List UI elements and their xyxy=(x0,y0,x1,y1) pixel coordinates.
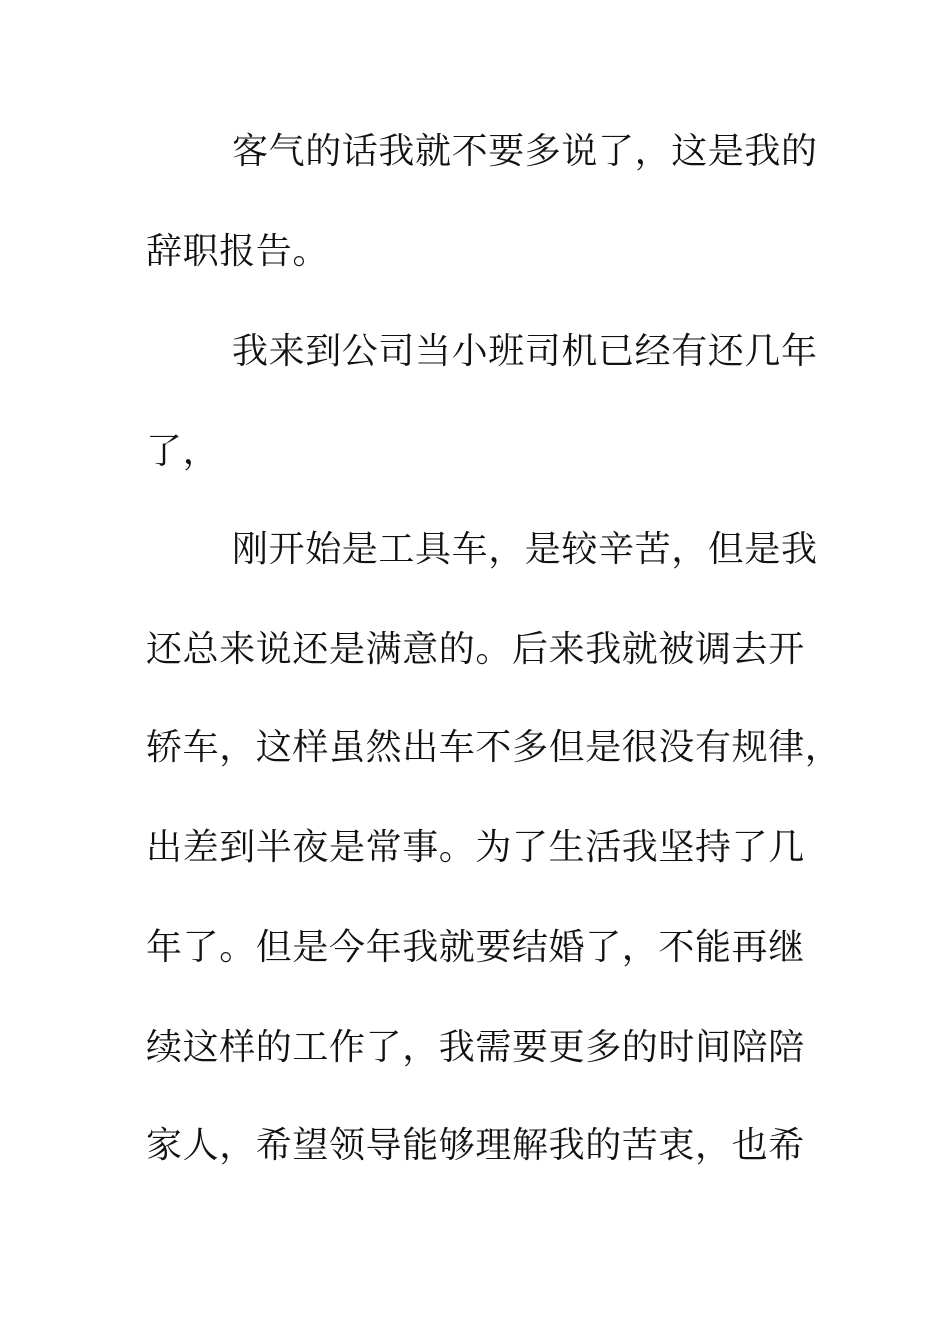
paragraph-line: 年了。但是今年我就要结婚了，不能再继 xyxy=(146,927,805,968)
paragraph-line: 刚开始是工具车，是较辛苦，但是我 xyxy=(232,529,818,570)
paragraph-line: 出差到半夜是常事。为了生活我坚持了几 xyxy=(146,827,805,868)
paragraph-line: 轿车，这样虽然出车不多但是很没有规律， xyxy=(146,727,842,768)
paragraph-line: 客气的话我就不要多说了，这是我的 xyxy=(232,131,818,172)
paragraph-line: 续这样的工作了，我需要更多的时间陪陪 xyxy=(146,1027,805,1068)
paragraph-line: 我来到公司当小班司机已经有还几年 xyxy=(232,331,818,372)
paragraph-line: 辞职报告。 xyxy=(146,231,330,272)
paragraph-line: 了， xyxy=(146,431,220,472)
paragraph-line: 家人，希望领导能够理解我的苦衷，也希 xyxy=(146,1125,805,1166)
paragraph-line: 还总来说还是满意的。后来我就被调去开 xyxy=(146,629,805,670)
